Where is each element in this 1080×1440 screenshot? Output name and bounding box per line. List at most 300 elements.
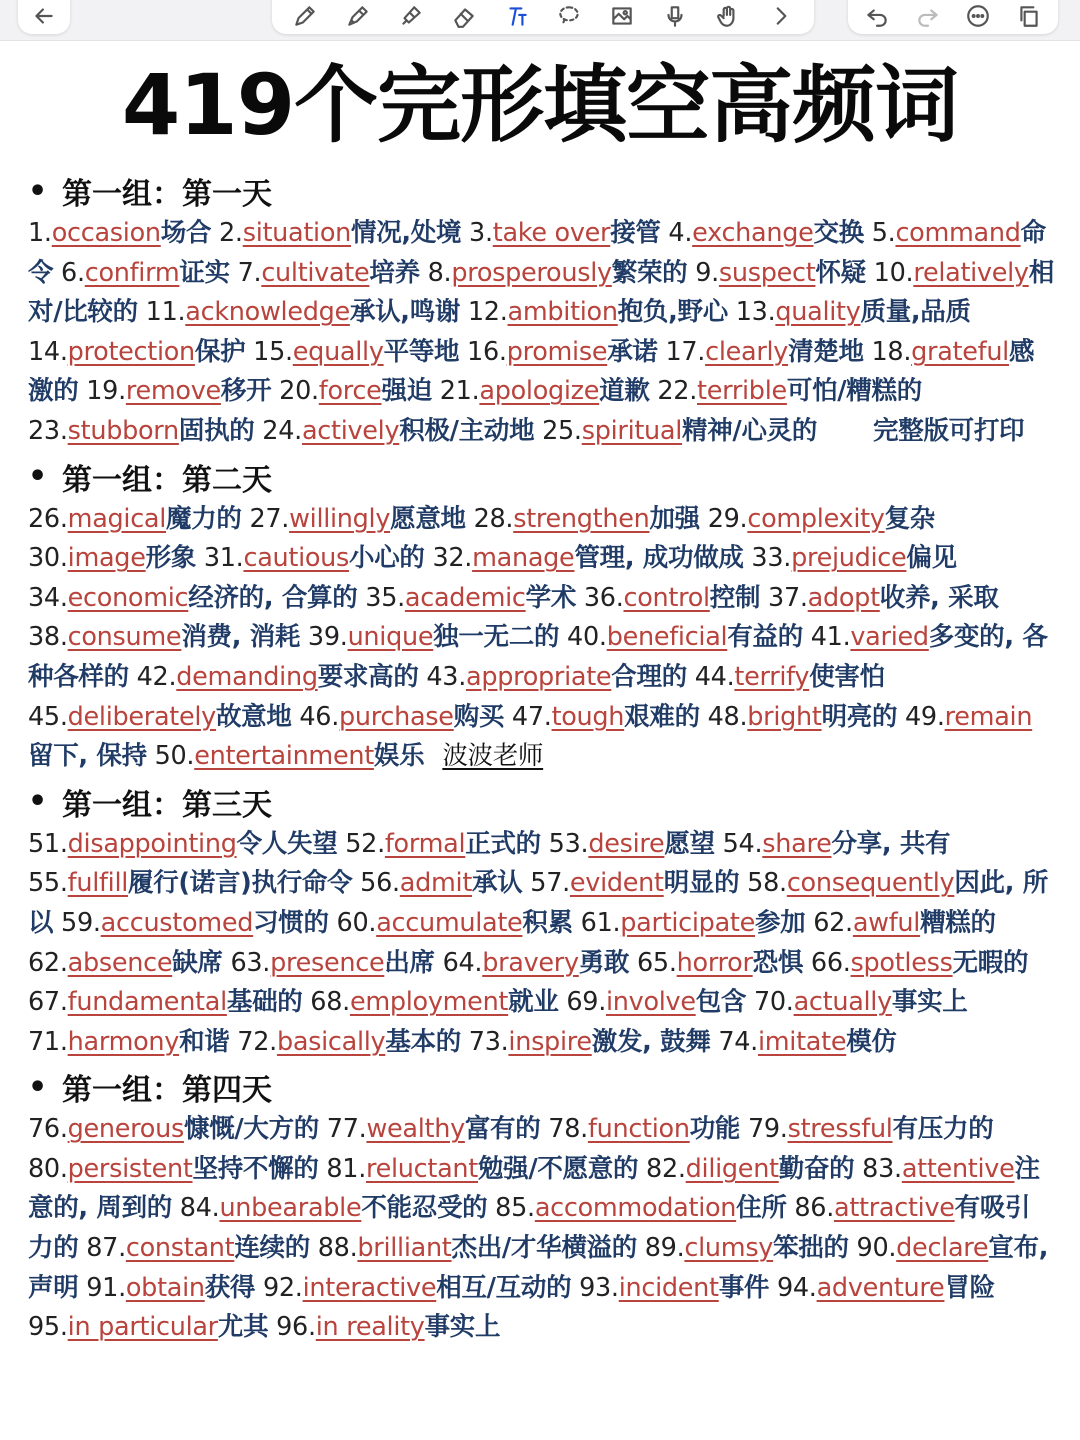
vocab-entry [811,948,1028,978]
entry-meaning: 经济的, 合算的 [188,582,358,613]
entry-number: 96. [276,1312,316,1343]
entry-word: involve [606,987,696,1018]
entry-meaning: 包含 [695,987,747,1018]
entry-number: 54. [722,828,763,859]
vocab-entry [238,258,420,288]
entry-number: 6. [61,257,85,288]
toolbar [0,0,1080,41]
entry-word: declare [896,1233,989,1264]
copy-icon[interactable] [1014,1,1044,31]
entry-meaning: 形象 [145,543,196,574]
entry-number: 59. [61,907,101,938]
entry-meaning: 艰难的 [624,701,700,732]
entry-meaning: 慷慨/大方的 [183,1114,319,1145]
entry-word: disappointing [67,828,237,859]
entry-number: 24. [262,415,302,446]
entry-word: stubborn [67,415,179,446]
entry-word: interactive [302,1272,437,1303]
entry-meaning: 愿意地 [390,503,466,534]
group-heading-day1 [28,168,1054,214]
entry-number: 23. [28,415,68,446]
vocab-entry [28,218,211,248]
entry-word: appropriate [466,661,612,692]
entry-word: actually [793,987,892,1018]
entry-word: manage [472,543,575,574]
entry-word: awful [852,907,921,938]
entry-meaning: 冒险 [944,1272,995,1303]
entry-word: acknowledge [185,297,350,328]
entry-meaning: 习惯的 [253,907,329,938]
entry-number: 78. [548,1114,588,1145]
entry-meaning: 激发, 鼓舞 [591,1026,711,1057]
group-heading-label: 第一组：第一天 [62,177,272,212]
back-arrow-icon[interactable] [29,1,59,31]
entry-meaning: 因此, 所以 [28,868,1048,938]
entry-meaning: 基础的 [226,987,303,1018]
entry-word: willingly [289,503,391,534]
entry-meaning: 培养 [369,257,420,288]
entry-word: occasion [51,218,161,248]
vocab-entry [768,583,999,613]
entry-number: 50. [154,741,195,772]
toolbar-right-group [848,0,1058,34]
vocab-list-day2 [28,500,1054,777]
entry-number: 90. [856,1233,897,1264]
printable-note: 完整版可打印 [873,415,1025,446]
eraser-icon[interactable] [449,1,479,31]
entry-meaning: 复杂 [884,503,936,534]
entry-number: 11. [145,297,186,328]
entry-number: 46. [299,701,340,732]
vocab-entry [155,741,425,771]
more-icon[interactable] [963,1,993,31]
vocab-entry [28,1154,319,1184]
entry-number: 55. [28,868,68,899]
vocab-entry [736,297,971,327]
vocab-entry [326,1154,638,1184]
vocab-entry [443,948,630,978]
entry-meaning: 令人失望 [236,828,338,859]
vocab-entry [28,702,292,732]
vocab-entry [230,948,434,978]
entry-word: cultivate [261,257,370,288]
vocab-entry [360,868,522,898]
entry-number: 61. [580,907,621,938]
entry-number: 39. [307,622,348,653]
entry-meaning: 保护 [194,336,246,367]
entry-word: admit [399,868,473,899]
vocab-entry [695,662,885,692]
toolbar-left-group [18,0,70,34]
entry-meaning: 消费, 消耗 [181,622,301,653]
vocab-entry [530,868,739,898]
entry-word: consequently [786,868,955,899]
entry-meaning: 承诺 [607,336,658,367]
vocab-entry [723,829,951,859]
entry-number: 1. [28,218,52,248]
entry-meaning: 清楚地 [788,336,864,367]
vocab-entry [337,908,573,938]
entry-word: strengthen [513,503,650,534]
entry-meaning: 勇敢 [578,947,630,978]
entry-number: 32. [432,543,473,574]
chevron-right-icon[interactable] [766,1,796,31]
entry-word: adventure [816,1272,945,1303]
entry-word: wealthy [366,1114,465,1145]
entry-meaning: 证实 [179,257,230,288]
entry-word: constant [125,1233,235,1264]
entry-number: 77. [326,1114,367,1145]
entry-number: 17. [665,336,706,367]
entry-meaning: 故意地 [215,701,292,732]
entry-number: 62. [28,947,68,978]
vocab-entry [86,1273,255,1303]
entry-meaning: 住所 [736,1193,787,1224]
entry-meaning: 抱负,野心 [617,297,728,328]
entry-word: participate [620,907,755,938]
entry-meaning: 魔力的 [166,503,242,534]
entry-word: academic [404,582,526,613]
entry-number: 80. [28,1153,68,1184]
vocab-entry [219,218,461,248]
entry-meaning: 出席 [384,947,435,978]
entry-meaning: 收养, 采取 [879,582,999,613]
entry-word: ambition [507,297,618,328]
vocab-entry [279,376,432,406]
entry-word: fundamental [67,987,227,1018]
entry-meaning: 质量,品质 [860,297,971,328]
entry-meaning: 加强 [649,503,700,534]
entry-meaning: 学术 [525,582,577,613]
entry-number: 10. [873,257,914,288]
entry-word: inspire [508,1026,592,1057]
vocab-entry [327,1114,541,1144]
entry-number: 49. [905,701,945,732]
entry-number: 48. [707,701,748,732]
vocab-list-day1 [28,214,1054,452]
entry-number: 56. [360,868,400,899]
undo-icon[interactable] [862,1,892,31]
entry-meaning: 有吸引力的 [28,1193,1031,1264]
entry-word: cautious [243,543,350,574]
vocab-entry [567,622,803,652]
entry-meaning: 缺席 [172,947,223,978]
vocab-entry [645,1233,849,1263]
entry-number: 95. [28,1312,68,1343]
entry-word: terrible [697,376,787,407]
entry-number: 18. [871,336,912,367]
vocab-entry [28,868,352,898]
toolbar-tools-group [272,0,814,34]
vocab-entry [646,1154,854,1184]
vocab-entry [695,258,866,288]
vocab-entry [28,987,302,1017]
entry-meaning: 宣布, 声明 [28,1233,1049,1303]
vocab-entry [708,702,898,732]
entry-word: demanding [176,661,318,692]
entry-word: formal [384,828,466,859]
entry-meaning: 愿望 [664,828,715,859]
entry-word: horror [676,947,753,978]
vocab-entry [137,662,419,692]
entry-meaning: 尤其 [217,1312,269,1343]
entry-number: 88. [317,1233,358,1264]
entry-meaning: 偏见 [906,543,957,574]
entry-number: 89. [644,1233,685,1264]
entry-word: varied [850,622,929,653]
vocab-entry [318,1233,637,1263]
entry-meaning: 分享, 共有 [831,828,951,859]
entry-number: 4. [668,218,693,248]
entry-word: prejudice [791,543,907,574]
vocab-entry [754,987,968,1017]
entry-word: spotless [850,947,953,978]
vocab-entry [474,504,700,534]
entry-number: 83. [862,1153,902,1184]
entry-meaning: 连续的 [234,1233,310,1264]
vocab-entry [204,543,425,573]
entry-word: purchase [339,701,454,732]
entry-word: accustomed [100,907,254,938]
vocab-entry [468,297,728,327]
entry-number: 45. [28,701,68,732]
vocab-entry [28,543,196,573]
vocab-entry [432,543,743,573]
vocab-entry [665,337,863,367]
entry-number: 5. [871,218,896,248]
vocab-entry [637,948,803,978]
entry-word: economic [67,582,189,613]
entry-word: clearly [705,336,789,367]
entry-meaning: 固执的 [178,415,255,446]
entry-meaning: 杰出/才华横溢的 [451,1233,637,1264]
group-heading-day4 [28,1064,1054,1110]
entry-number: 51. [28,828,68,859]
entry-meaning: 交换 [813,218,864,248]
entry-number: 85. [495,1193,535,1224]
vocab-entry [86,1233,310,1263]
vocab-entry [253,337,459,367]
entry-word: entertainment [194,741,374,772]
entry-word: function [587,1114,690,1145]
entry-word: actively [301,415,400,446]
group-heading-label: 第一组：第四天 [62,1073,272,1109]
entry-meaning: 恐惧 [752,947,804,978]
author-note: 波波老师 [442,741,544,772]
entry-meaning: 精神/心灵的 [682,415,818,446]
entry-word: beneficial [606,622,728,653]
vocab-entry [748,1114,993,1144]
entry-number: 93. [579,1272,619,1303]
vocab-entry [495,1193,786,1223]
entry-number: 21. [439,376,480,407]
entry-number: 79. [747,1114,788,1145]
entry-meaning: 无暇的 [952,947,1029,978]
vocab-entry [579,1273,769,1303]
vocab-list-day3 [28,825,1054,1063]
entry-number: 27. [249,503,290,534]
entry-meaning: 履行(诺言)执行命令 [128,868,353,899]
entry-number: 44. [694,661,735,692]
vocab-entry [777,1273,995,1303]
entry-word: equally [292,336,384,367]
entry-meaning: 有益的 [727,622,803,653]
entry-number: 71. [28,1026,68,1057]
entry-meaning: 道歉 [599,376,650,407]
entry-number: 73. [468,1026,509,1057]
entry-number: 3. [469,218,493,248]
entry-number: 37. [768,582,808,613]
entry-word: complexity [747,503,885,534]
entry-word: remove [125,376,221,407]
entry-number: 92. [262,1272,303,1303]
entry-word: deliberately [67,701,216,732]
group-heading-label: 第一组：第三天 [62,787,272,823]
entry-meaning: 管理, 成功做成 [574,543,744,574]
entry-word: absence [67,947,173,978]
entry-word: accommodation [534,1193,737,1224]
lasso-icon[interactable] [554,1,584,31]
entry-meaning: 有压力的 [892,1114,994,1145]
entry-number: 12. [467,297,508,328]
image-icon[interactable] [607,1,637,31]
vocab-entry [61,908,329,938]
entry-number: 19. [86,376,126,407]
entry-word: consume [67,622,182,653]
entry-number: 26. [28,503,68,534]
entry-word: harmony [67,1026,180,1057]
vocab-entry [708,504,935,534]
entry-meaning: 娱乐 [373,741,425,772]
entry-meaning: 合理的 [611,661,687,692]
entry-number: 22. [657,376,698,407]
entry-word: exchange [692,218,814,248]
vocab-entry [86,376,271,406]
entry-word: incident [618,1272,719,1303]
entry-number: 62. [813,907,853,938]
vocab-entry [365,583,576,613]
entry-meaning: 可怕/糟糕的 [786,376,922,407]
entry-word: apologize [479,376,600,407]
entry-word: bright [747,701,822,732]
vocab-entry [237,1027,461,1057]
entry-number: 63. [230,947,271,978]
entry-number: 82. [646,1153,686,1184]
pen-alt-icon[interactable] [343,1,373,31]
entry-meaning: 接管 [610,218,661,248]
vocab-entry [467,337,658,367]
vocab-entry [180,1193,488,1223]
entry-word: remain [944,701,1033,732]
entry-meaning: 积极/主动地 [399,415,535,446]
entry-number: 28. [473,503,514,534]
vocab-entry [28,337,245,367]
vocab-entry [426,662,687,692]
entry-meaning: 事实上 [891,987,968,1018]
vocab-entry [28,948,223,978]
entry-word: imitate [757,1026,847,1057]
entry-number: 31. [203,543,244,574]
entry-meaning: 坚持不懈的 [192,1153,319,1184]
entry-word: persistent [67,1153,193,1184]
entry-meaning: 多变的, 各种各样的 [28,622,1048,692]
entry-word: relatively [913,257,1029,288]
entry-meaning: 明显的 [663,868,740,899]
entry-word: attractive [834,1193,955,1224]
entry-number: 87. [86,1233,126,1264]
entry-number: 67. [28,987,68,1018]
text-tool-icon[interactable] [502,1,532,31]
entry-word: suspect [718,257,816,288]
microphone-icon[interactable] [660,1,690,31]
bullet-icon: • [28,784,48,820]
entry-number: 9. [695,257,719,288]
entry-number: 94. [776,1272,817,1303]
vocab-entry [146,297,460,327]
entry-meaning: 强迫 [381,376,432,407]
entry-meaning: 基本的 [385,1026,461,1057]
entry-number: 69. [566,987,607,1018]
entry-meaning: 购买 [453,701,505,732]
entry-meaning: 使害怕 [809,661,885,692]
entry-meaning: 模仿 [846,1026,897,1057]
vocab-entry [668,218,863,248]
vocab-entry [61,258,230,288]
vocab-entry [584,583,760,613]
entry-word: situation [242,218,352,248]
entry-number: 64. [442,947,483,978]
vocab-entry [28,583,357,613]
pen-icon[interactable] [290,1,320,31]
vocab-entry [28,1027,229,1057]
bullet-icon: • [28,1069,48,1105]
hand-icon[interactable] [713,1,743,31]
entry-number: 66. [810,947,851,978]
entry-word: grateful [911,336,1009,367]
entry-meaning: 相对/比较的 [28,257,1054,328]
group-heading-label: 第一组：第二天 [62,462,272,498]
entry-number: 34. [28,582,68,613]
entry-number: 40. [567,622,607,653]
entry-number: 68. [310,987,350,1018]
entry-meaning: 事件 [718,1272,770,1303]
vocab-entry [440,376,650,406]
redo-icon[interactable] [913,1,943,31]
vocab-entry [28,1114,319,1144]
entry-word: quality [775,297,861,328]
entry-number: 38. [28,622,68,653]
vocab-entry [469,218,661,248]
entry-meaning: 和谐 [179,1026,230,1057]
entry-number: 16. [467,336,507,367]
entry-number: 58. [747,868,787,899]
entry-word: in reality [315,1312,425,1343]
entry-number: 84. [179,1193,220,1224]
entry-meaning: 事实上 [424,1312,501,1343]
entry-meaning: 勉强/不愿意的 [477,1153,639,1184]
entry-number: 53. [548,828,589,859]
entry-meaning: 参加 [754,907,806,938]
entry-word: image [67,543,146,574]
entry-word: terrify [734,661,810,692]
entry-word: obtain [125,1272,205,1303]
entry-meaning: 控制 [709,582,761,613]
bullet-icon: • [28,173,48,209]
entry-word: tough [551,701,625,732]
entry-meaning: 获得 [204,1272,256,1303]
entry-number: 2. [218,218,243,248]
highlighter-icon[interactable] [396,1,426,31]
